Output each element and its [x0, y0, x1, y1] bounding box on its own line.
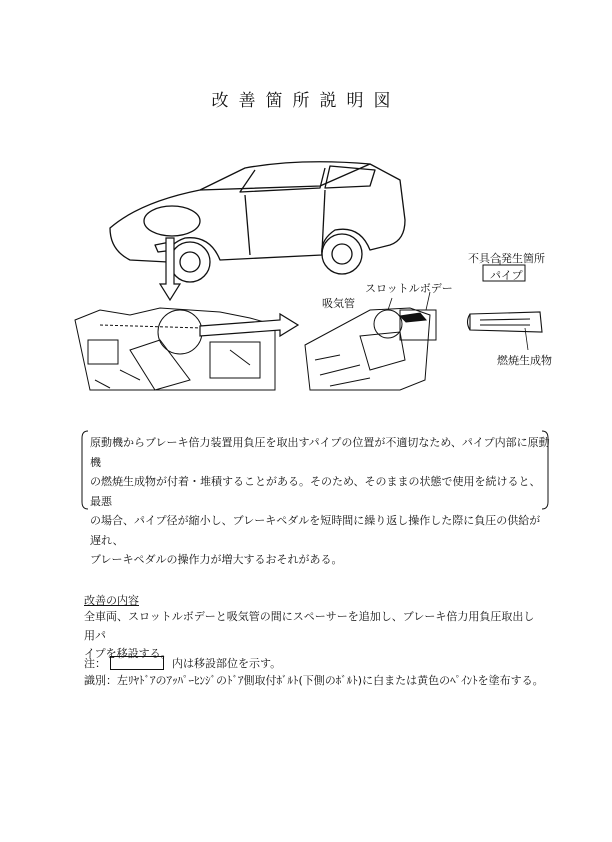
improvement-illustration	[70, 150, 560, 410]
intake-manifold-label: 吸気管	[322, 297, 355, 310]
description-text	[90, 433, 550, 570]
intake-manifold-drawing	[305, 308, 436, 390]
description-line: 原動機からブレーキ倍力装置用負圧を取出すパイプの位置が不適切なため、パイプ内部に原動機	[90, 436, 550, 469]
description-line: の燃焼生成物が付着・堆積することがある。そのため、そのままの状態で使用を続けると、最悪	[90, 475, 541, 508]
combustion-product-label: 燃焼生成物	[497, 354, 552, 367]
description-line: ブレーキペダルの操作力が増大するおそれがある。	[90, 553, 343, 566]
defect-location-label: 不具合発生箇所	[468, 252, 545, 265]
note-prefix: 注：	[84, 657, 106, 670]
pipe-label: パイプ	[490, 269, 523, 282]
pipe-detail-drawing	[468, 312, 543, 350]
identification-text: 識別：左ﾘﾔﾄﾞｱのｱｯﾊﾟｰﾋﾝｼﾞのﾄﾞｱ側取付ﾎﾞﾙﾄ(下側のﾎﾞﾙﾄ)に白または黄色のﾍﾟｲﾝﾄを塗布する。	[84, 674, 544, 687]
description-line: の場合、パイプ径が縮小し、ブレーキペダルを短時間に繰り返し操作した際に負圧の供給が遅れ、	[90, 514, 541, 547]
car-drawing	[110, 162, 405, 282]
page-title: 改善箇所説明図	[211, 91, 401, 111]
note-row	[84, 655, 281, 671]
note-text: 内は移設部位を示す。	[172, 657, 282, 670]
engine-bay-drawing	[75, 308, 275, 390]
improvement-line: イプを移設する。	[84, 647, 172, 660]
throttle-body-label: スロットルボデー	[365, 282, 453, 295]
improvement-heading: 改善の内容	[84, 594, 139, 607]
note-legend-box	[110, 656, 164, 670]
improvement-line: 全車両、スロットルボデーと吸気管の間にスペーサーを追加し、ブレーキ倍力用負圧取出し用パ	[84, 610, 535, 642]
